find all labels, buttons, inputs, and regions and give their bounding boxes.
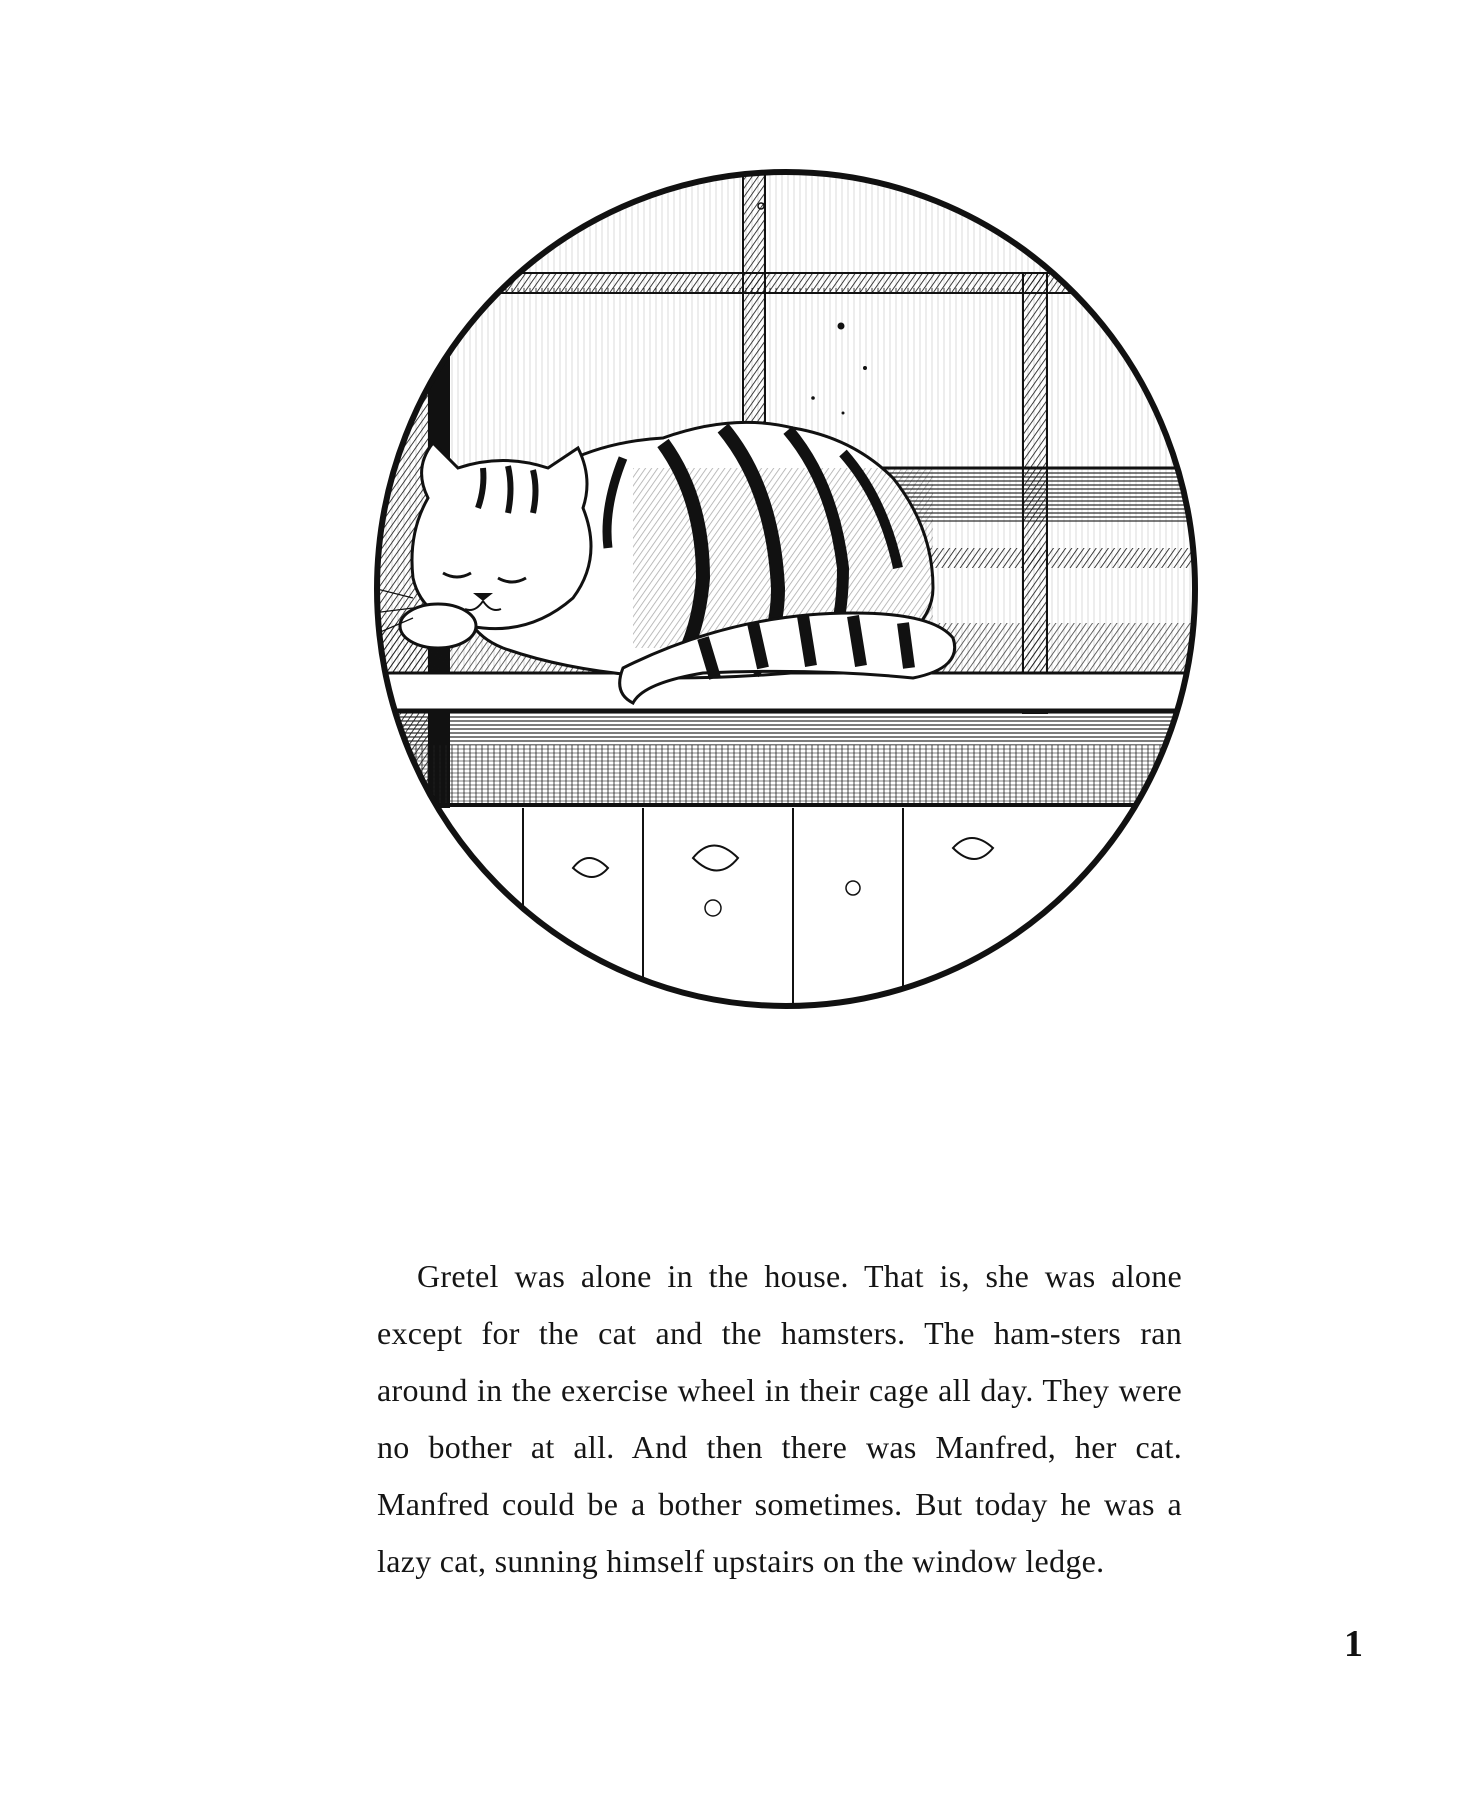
wallpaper-icon (373, 808, 1200, 1012)
illustration-sleeping-cat (373, 168, 1200, 1012)
page-number: 1 (1344, 1623, 1363, 1665)
story-paragraph: Gretel was alone in the house. That is, she was alone except for the cat and the hamsters. The ham-sters ran around in the exercise wheel in their cage all day. They were no bother at all. And then there was Manfred, her cat. Manfred could be a bother sometimes. But today he was a lazy cat, sunning himself upstairs on the window ledge. (377, 1258, 1182, 1579)
